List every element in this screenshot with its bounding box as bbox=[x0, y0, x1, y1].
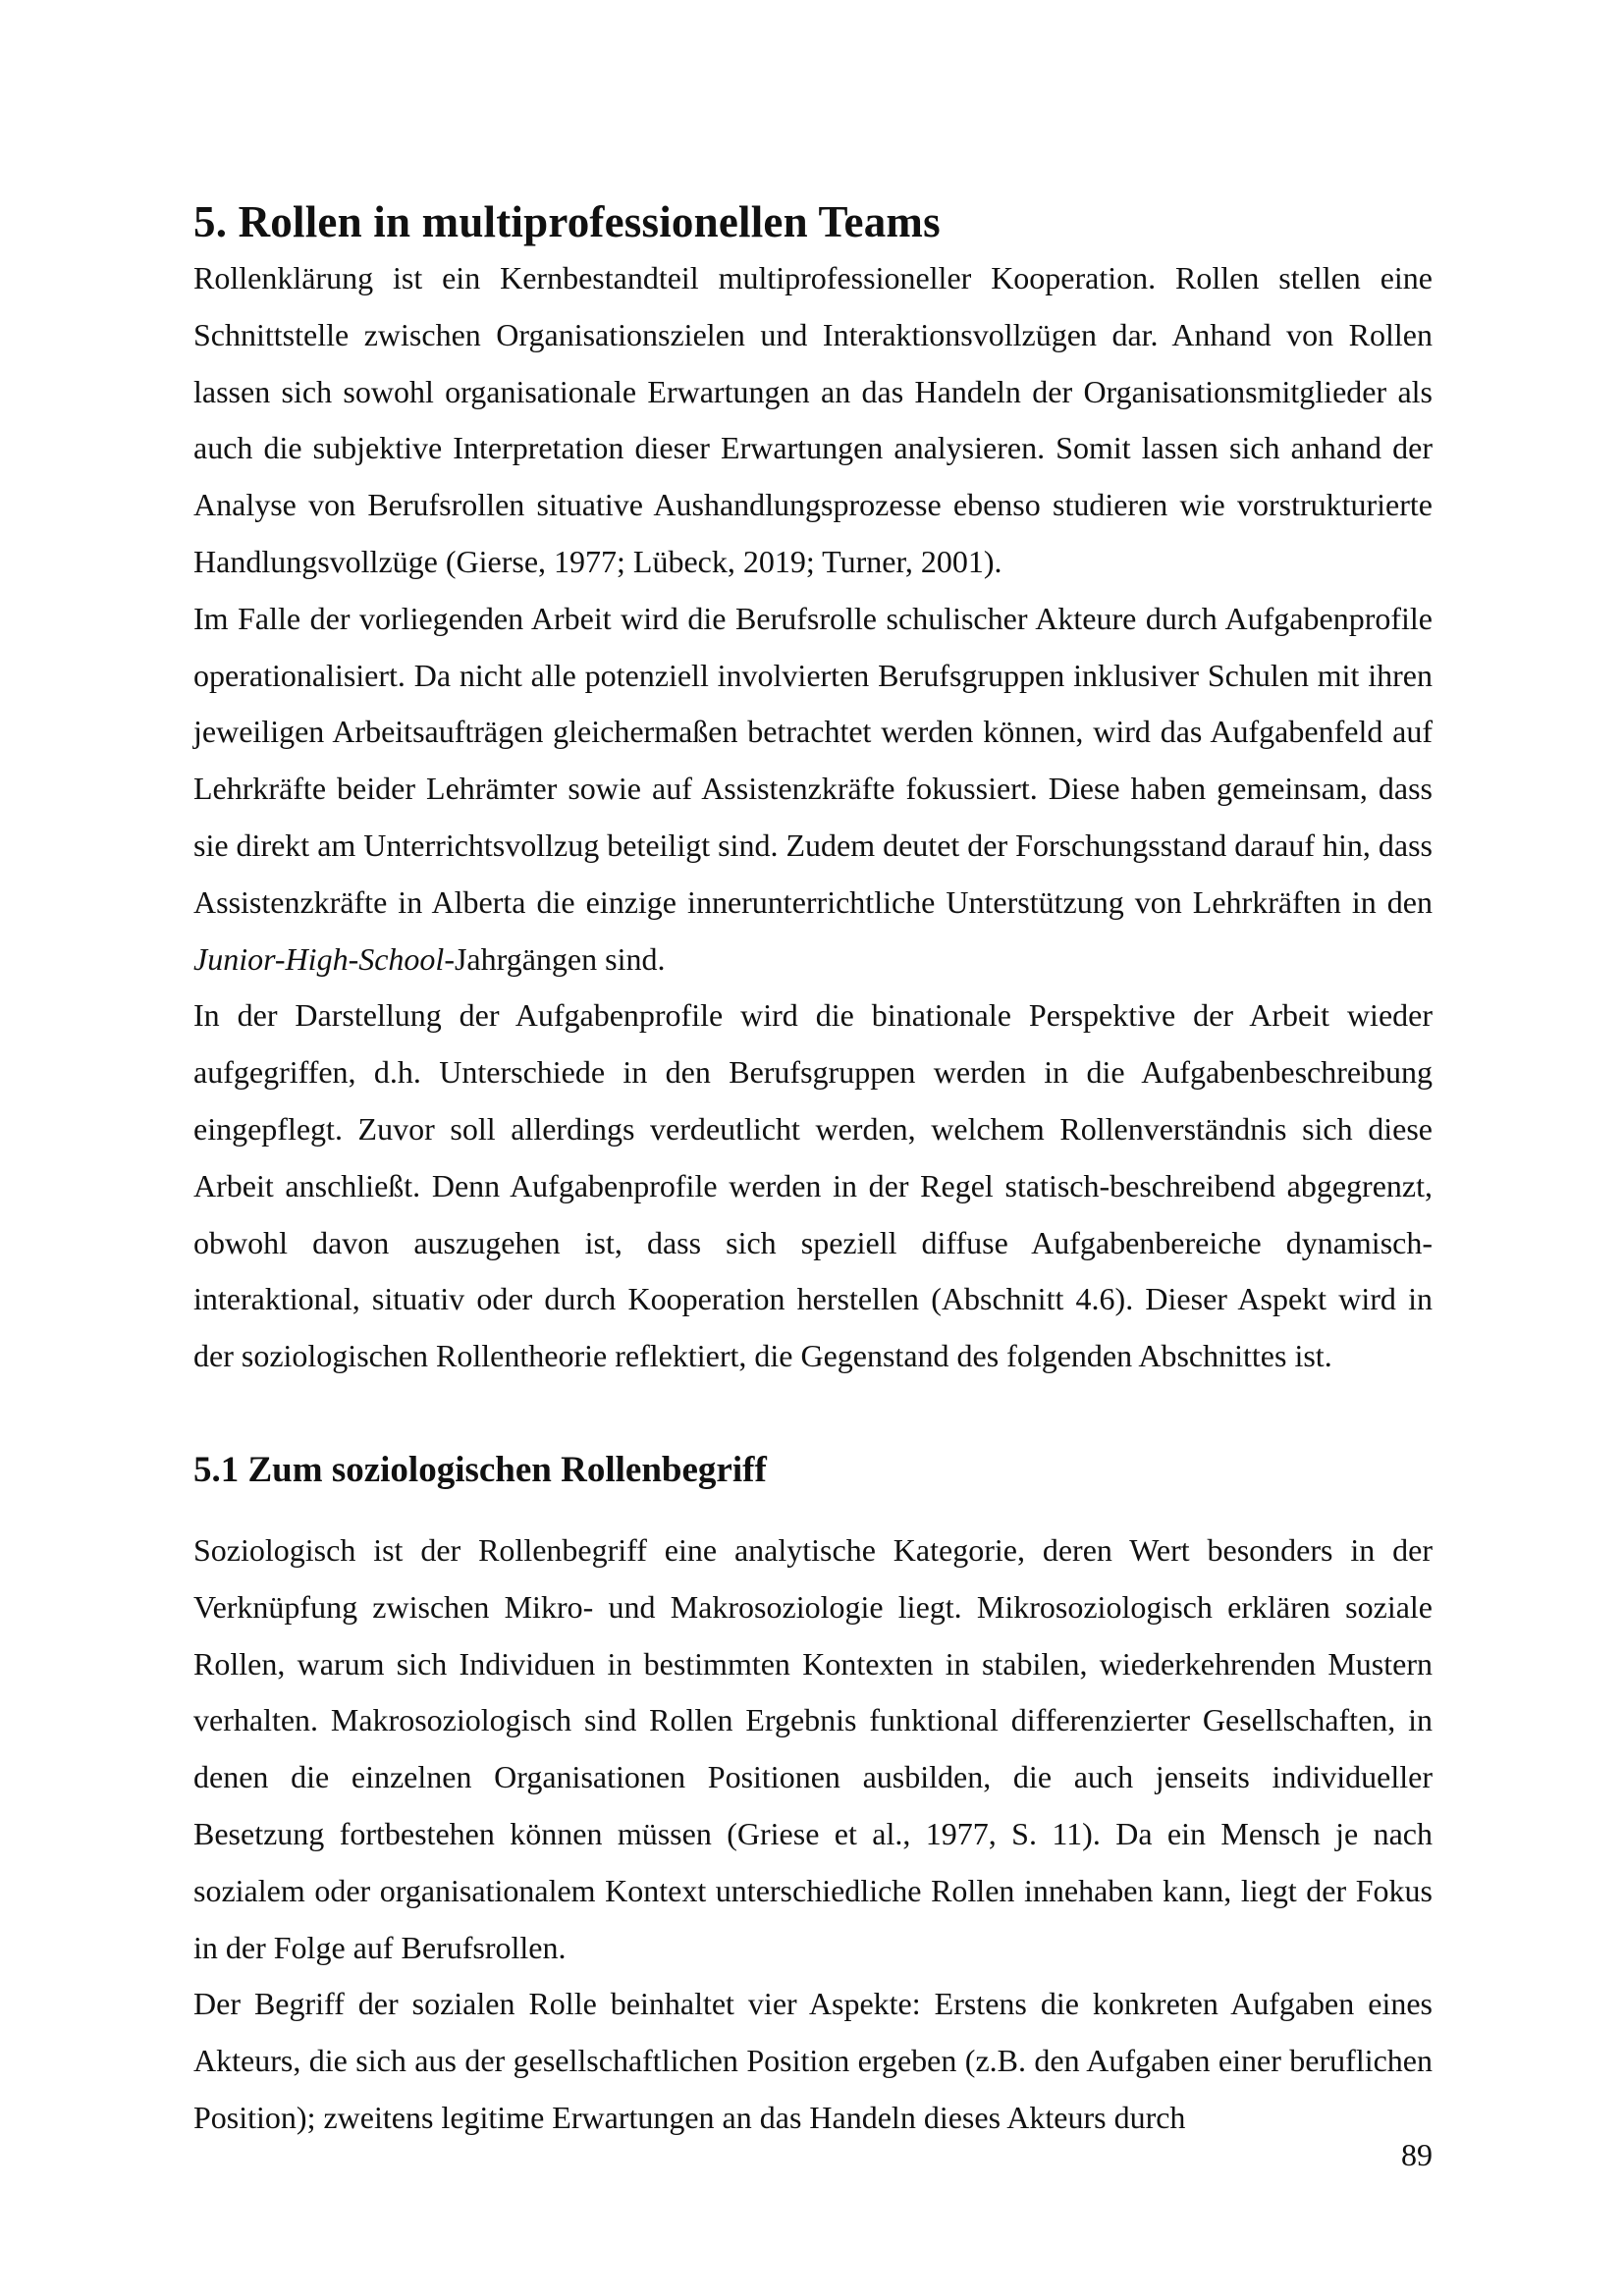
chapter-paragraph-2-end: -Jahrgängen sind. bbox=[444, 940, 666, 977]
junior-high-school-term: Junior-High-School bbox=[193, 940, 445, 977]
chapter-paragraph-1: Rollenklärung ist ein Kernbestandteil multiprofessioneller Kooperation. Rollen stellen eine Schnittstelle zwischen Organisationszielen und Interaktionsvollzügen dar. Anhand von Rollen lassen sich sowohl organisationale Erwartungen an das Handeln der Organisationsmitglieder als auch die subjektive Interpretation dieser Erwartungen analysieren. Somit lassen sich anhand der Analyse von Berufsrollen situative Aushandlungsprozesse ebenso studieren wie vorstrukturierte Handlungsvollzüge (Gierse, 1977; Lübeck, 2019; Turner, 2001). bbox=[193, 260, 1433, 579]
page-number: 89 bbox=[1401, 2137, 1433, 2172]
chapter-paragraph-3: In der Darstellung der Aufgabenprofile wird die binationale Perspektive der Arbeit wieder aufgegriffen, d.h. Unterschiede in den Berufsgruppen werden in die Aufgabenbeschreibung eingepflegt. Zuvor soll allerdings verdeutlicht werden, welchem Rollenverständnis sich diese Arbeit anschließt. Denn Aufgabenprofile werden in der Regel statisch-beschreibend abgegrenzt, obwohl davon auszugehen ist, dass sich speziell diffuse Aufgabenbereiche dynamisch-interaktional, situativ oder durch Kooperation herstellen (Abschnitt 4.6). Dieser Aspekt wird in der soziologischen Rollentheorie reflektiert, die Gegenstand des folgenden Abschnittes ist. bbox=[193, 997, 1433, 1374]
section-paragraph-1: Soziologisch ist der Rollenbegriff eine analytische Kategorie, deren Wert besonders in der Verknüpfung zwischen Mikro- und Makrosoziologie liegt. Mikrosoziologisch erklären soziale Rollen, warum sich Individuen in bestimmten Kontexten in stabilen, wiederkehrenden Mustern verhalten. Makrosoziologisch sind Rollen Ergebnis funktional differenzierter Gesellschaften, in denen die einzelnen Organisationen Positionen ausbilden, die auch jenseits individueller Besetzung fortbestehen können müssen (Griese et al., 1977, S. 11). Da ein Mensch je nach sozialem oder organisationalem Kontext unterschiedliche Rollen innehaben kann, liegt der Fokus in der Folge auf Berufsrollen. bbox=[193, 1531, 1433, 1965]
chapter-paragraph-2-text: Im Falle der vorliegenden Arbeit wird die Berufsrolle schulischer Akteure durch Aufgabenprofile operationalisiert. Da nicht alle potenziell involvierten Berufsgruppen inklusiver Schulen mit ihren jeweiligen Arbeitsaufträgen gleichermaßen betrachtet werden können, wird das Aufgabenfeld auf Lehrkräfte beider Lehrämter sowie auf Assistenzkräfte fokussiert. Diese haben gemeinsam, dass sie direkt am Unterrichtsvollzug beteiligt sind. Zudem deutet der Forschungsstand darauf hin, dass Assistenzkräfte in Alberta die einzige innerunterrichtliche Unterstützung von Lehrkräften in den bbox=[193, 600, 1433, 920]
section-title: 5.1 Zum soziologischen Rollenbegriff bbox=[193, 1449, 767, 1490]
section-spacer bbox=[193, 1385, 1433, 1446]
section-paragraph-2: Der Begriff der sozialen Rolle beinhaltet vier Aspekte: Erstens die konkreten Aufgaben eines Akteurs, die sich aus der gesellschaftlichen Position ergeben (z.B. den Aufgaben einer beruflichen Position); zweitens legitime Erwartungen an das Handeln dieses Akteurs durch bbox=[193, 1986, 1433, 2135]
page-content bbox=[193, 192, 1433, 2147]
chapter-paragraph-2 bbox=[193, 591, 1433, 988]
chapter-title: 5. Rollen in multiprofessionellen Teams bbox=[193, 197, 941, 246]
